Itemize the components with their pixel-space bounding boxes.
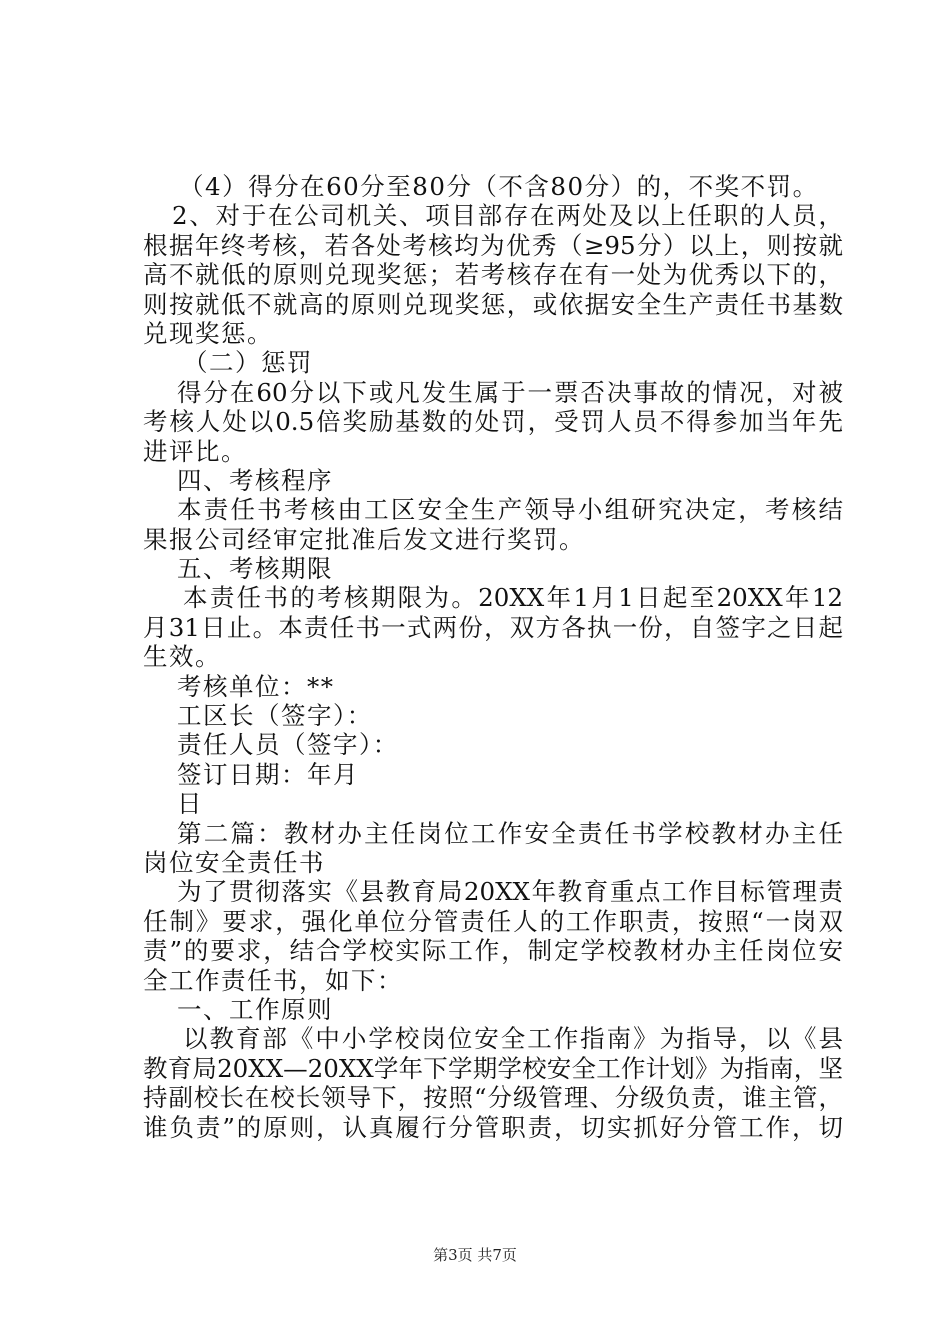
text-line: 考核人处以0.5倍奖励基数的处罚，受罚人员不得参加当年先 [143, 407, 843, 437]
text-line: 一、工作原则 [177, 994, 333, 1024]
text-line: 签订日期：年月 [177, 759, 359, 789]
text-line: 日 [177, 789, 203, 819]
text-line: （二）惩罚 [183, 348, 313, 378]
text-line: 高不就低的原则兑现奖惩；若考核存在有一处为优秀以下的， [143, 260, 843, 290]
text-line: 以教育部《中小学校岗位安全工作指南》为指导，以《县 [183, 1024, 843, 1054]
text-line: 谁负责”的原则，认真履行分管职责，切实抓好分管工作，切 [143, 1112, 843, 1142]
text-line: 全工作责任书，如下： [143, 965, 403, 995]
text-line: 月31日止。本责任书一式两份，双方各执一份，自签字之日起 [143, 612, 843, 642]
text-line: 则按就低不就高的原则兑现奖惩，或依据安全生产责任书基数 [143, 289, 843, 319]
text-line: 五、考核期限 [177, 554, 333, 584]
text-line: 得分在60分以下或凡发生属于一票否决事故的情况，对被 [177, 377, 843, 407]
text-line: 任制》要求，强化单位分管责任人的工作职责，按照“一岗双 [143, 906, 843, 936]
text-line: 教育局20XX—20XX学年下学期学校安全工作计划》为指南，坚 [143, 1053, 843, 1083]
page-footer: 第3页 共7页 [433, 1246, 517, 1264]
text-line: 兑现奖惩。 [143, 318, 273, 348]
text-line: 根据年终考核，若各处考核均为优秀（≥95分）以上，则按就 [143, 230, 843, 260]
text-line: 岗位安全责任书 [143, 847, 325, 877]
text-line: 进评比。 [143, 436, 247, 466]
text-line: 生效。 [143, 642, 221, 672]
text-line: 第二篇：教材办主任岗位工作安全责任书学校教材办主任 [177, 818, 843, 848]
text-line: （4）得分在60分至80分（不含80分）的，不奖不罚。 [179, 172, 819, 201]
text-line: 工区长（签字）： [177, 701, 373, 731]
text-line: 责任人员（签字）： [177, 730, 399, 760]
text-line: 2、对于在公司机关、项目部存在两处及以上任职的人员， [172, 201, 843, 231]
text-line: 四、考核程序 [177, 465, 333, 495]
text-line: 考核单位：** [177, 671, 335, 701]
text-line: 本责任书的考核期限为。20XX年1月1日起至20XX年12 [183, 583, 843, 613]
text-line: 责”的要求，结合学校实际工作，制定学校教材办主任岗位安 [143, 936, 843, 966]
text-line: 持副校长在校长领导下，按照“分级管理、分级负责，谁主管， [143, 1083, 843, 1113]
text-line: 本责任书考核由工区安全生产领导小组研究决定，考核结 [177, 495, 843, 525]
document-body [143, 172, 843, 1142]
text-line: 果报公司经审定批准后发文进行奖罚。 [143, 524, 585, 554]
text-line: 为了贯彻落实《县教育局20XX年教育重点工作目标管理责 [177, 877, 843, 907]
